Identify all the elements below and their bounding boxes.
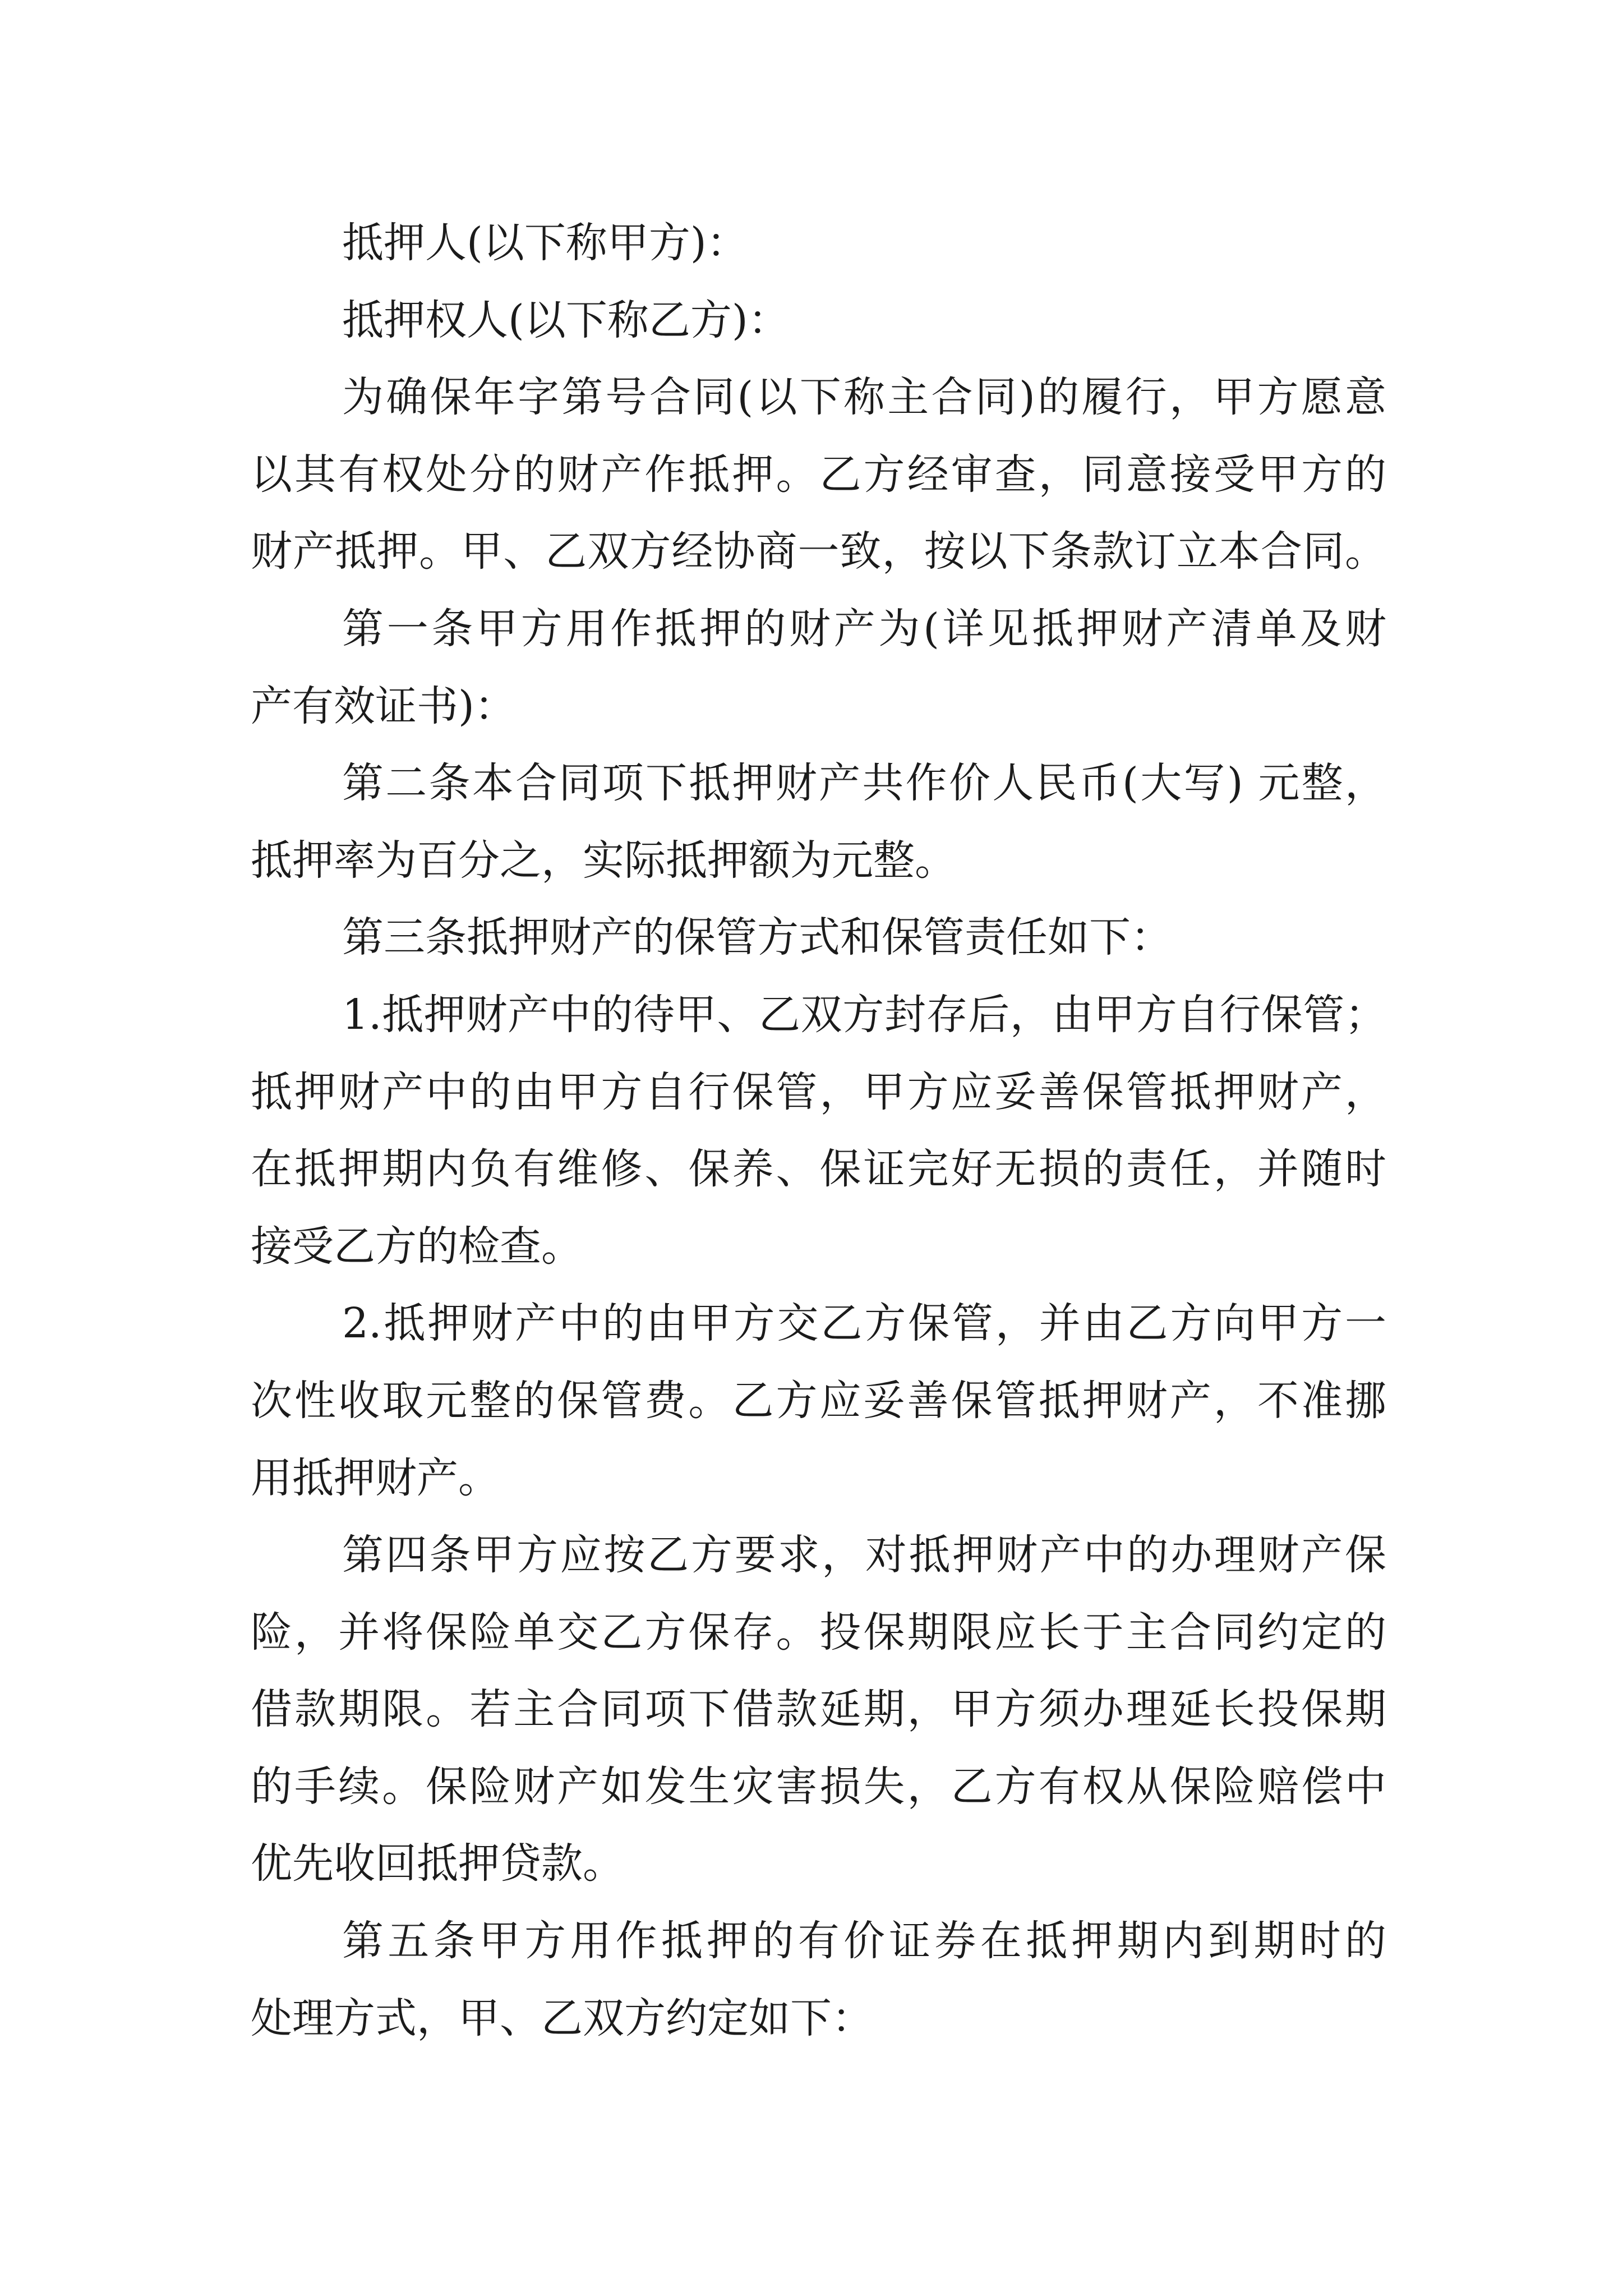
paragraph-line: 第二条本合同项下抵押财产共作价人民币(大写) 元整， [342, 759, 1386, 808]
paragraph-line: 在抵押期内负有维修、保养、保证完好无损的责任，并随时 [251, 1145, 1386, 1194]
paragraph-line: 借款期限。若主合同项下借款延期，甲方须办理延长投保期 [251, 1685, 1386, 1734]
paragraph-preamble [251, 359, 1386, 591]
paragraph-line: 财产抵押。甲、乙双方经协商一致，按以下条款订立本合同。 [251, 527, 1386, 576]
paragraph-line: 第三条抵押财产的保管方式和保管责任如下： [342, 913, 1172, 962]
paragraph-line: 险，并将保险单交乙方保存。投保期限应长于主合同约定的 [251, 1608, 1386, 1657]
paragraph-line: 优先收回抵押贷款。 [251, 1839, 624, 1888]
paragraph-line: 处理方式，甲、乙双方约定如下： [251, 1994, 873, 2042]
paragraph-line: 第四条甲方应按乙方要求，对抵押财产中的办理财产保 [342, 1531, 1386, 1580]
paragraph-article-4 [251, 1517, 1386, 1903]
document-page [251, 205, 1386, 2057]
paragraph-article-5 [251, 1903, 1386, 2057]
paragraph-line: 抵押率为百分之，实际抵押额为元整。 [251, 836, 956, 885]
paragraph-article-2 [251, 745, 1386, 899]
paragraph-line: 抵押人(以下称甲方)： [342, 219, 748, 267]
paragraph-line: 产有效证书)： [251, 682, 516, 730]
paragraph-line: 第五条甲方用作抵押的有价证券在抵押期内到期时的 [342, 1917, 1386, 1966]
paragraph-line: 抵押权人(以下称乙方)： [342, 296, 790, 344]
paragraph-line: 接受乙方的检查。 [251, 1222, 583, 1271]
paragraph-line: 以其有权处分的财产作抵押。乙方经审查，同意接受甲方的 [251, 450, 1386, 499]
paragraph-article-3 [251, 899, 1386, 977]
paragraph-line: 用抵押财产。 [251, 1453, 500, 1502]
paragraph-mortgagor [251, 205, 1386, 282]
paragraph-line: 抵押财产中的由甲方自行保管，甲方应妥善保管抵押财产， [251, 1068, 1386, 1116]
paragraph-line: 次性收取元整的保管费。乙方应妥善保管抵押财产，不准挪 [251, 1376, 1386, 1425]
paragraph-line: 的手续。保险财产如发生灾害损失，乙方有权从保险赔偿中 [251, 1762, 1386, 1811]
paragraph-mortgagee [251, 282, 1386, 360]
paragraph-line: 第一条甲方用作抵押的财产为(详见抵押财产清单及财 [342, 604, 1386, 653]
paragraph-article-1 [251, 591, 1386, 745]
paragraph-line: 2.抵押财产中的由甲方交乙方保管，并由乙方向甲方一 [342, 1299, 1386, 1348]
paragraph-line: 1.抵押财产中的待甲、乙双方封存后，由甲方自行保管； [342, 990, 1386, 1039]
paragraph-article-3-item-2 [251, 1285, 1386, 1517]
paragraph-line: 为确保年字第号合同(以下称主合同)的履行，甲方愿意 [342, 373, 1386, 422]
paragraph-article-3-item-1 [251, 977, 1386, 1285]
